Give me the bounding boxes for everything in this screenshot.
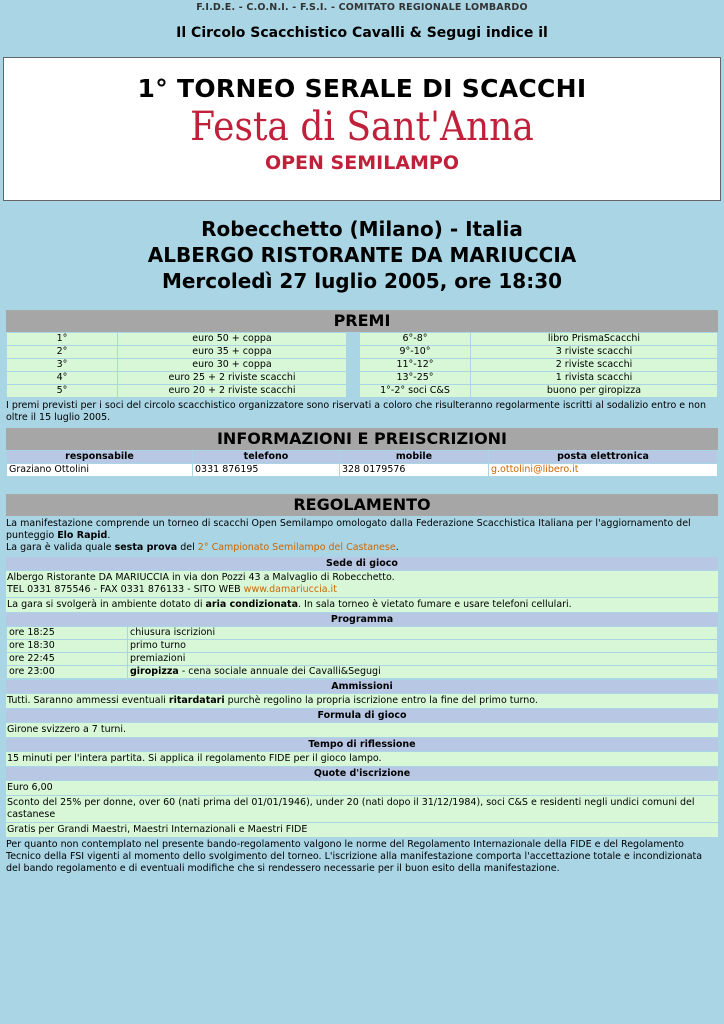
aria-condizionata: aria condizionata [205,599,299,610]
prize-table [6,332,718,398]
prize-row [7,333,717,345]
program-event [128,653,717,665]
contact-mobile: 328 0179576 [340,464,488,476]
prize-gap [347,346,359,358]
program-time: ore 23:00 [7,666,127,678]
championship-link[interactable]: 2° Campionato Semilampo del Castanese [197,542,396,553]
sede-phone-fax: TEL 0331 875546 - FAX 0331 876133 - SITO WEB [7,584,244,595]
elo-rapid: Elo Rapid [57,530,108,541]
rules-text: Tutti. Saranno ammessi eventuali [7,695,169,706]
prize-rank: 9°-10° [360,346,470,358]
subsection-tempo: Tempo di riflessione [6,738,718,751]
ritardatari: ritardatari [168,695,225,706]
sede-contacts [7,584,717,596]
prize-value: 3 riviste scacchi [471,346,717,358]
prize-gap [347,359,359,371]
hero-box [3,57,721,201]
contact-header: telefono [193,451,339,463]
prize-value: libro PrismaScacchi [471,333,717,345]
prize-row [7,359,717,371]
prize-row [7,346,717,358]
subsection-programma: Programma [6,613,718,626]
section-regolamento: REGOLAMENTO [6,494,718,516]
website-link[interactable]: www.damariuccia.it [243,584,337,595]
prize-rank: 3° [7,359,117,371]
prize-rank: 11°-12° [360,359,470,371]
subsection-ammissioni: Ammissioni [6,680,718,693]
rules-text: del [177,542,198,553]
prize-gap [347,385,359,397]
rules-text: . In sala torneo è vietato fumare e usare telefoni cellulari. [298,599,572,610]
contact-header: mobile [340,451,488,463]
program-row [7,653,717,665]
intro-line: Il Circolo Scacchistico Cavalli & Segugi indice il [176,25,548,41]
contact-header-row [7,451,717,463]
rules-text: purchè regolino la propria iscrizione entro la fine del primo turno. [224,695,538,706]
prize-value: euro 20 + 2 riviste scacchi [118,385,346,397]
organization-line: F.I.D.E. - C.O.N.I. - F.S.I. - COMITATO REGIONALE LOMBARDO [196,2,528,13]
prize-value: 2 riviste scacchi [471,359,717,371]
subsection-quote: Quote d'iscrizione [6,767,718,780]
program-event-text: primo turno [130,640,186,651]
section-premi: PREMI [6,310,718,332]
contact-name: Graziano Ottolini [7,464,192,476]
program-event-text: premiazioni [130,653,186,664]
prize-gap [347,372,359,384]
prize-value: euro 25 + 2 riviste scacchi [118,372,346,384]
prize-rank: 1°-2° soci C&S [360,385,470,397]
program-time: ore 18:25 [7,627,127,639]
program-row [7,640,717,652]
prize-rank: 6°-8° [360,333,470,345]
prize-rank: 1° [7,333,117,345]
page [6,0,718,877]
formula-text: Girone svizzero a 7 turni. [6,723,718,737]
rules-intro [6,516,718,556]
prize-rank: 5° [7,385,117,397]
tournament-title: 1° TORNEO SERALE DI SCACCHI [137,74,587,103]
venue-date: Mercoledì 27 luglio 2005, ore 18:30 [161,269,563,293]
sede-conditions [6,598,718,612]
prize-value: euro 35 + coppa [118,346,346,358]
contact-row [7,464,717,476]
program-event [128,666,717,678]
program-row [7,627,717,639]
prize-rank: 2° [7,346,117,358]
sede-address: Albergo Ristorante DA MARIUCCIA in via don Pozzi 43 a Malvaglio di Robecchetto. [7,572,395,583]
contact-header: posta elettronica [489,451,717,463]
prize-note: I premi previsti per i soci del circolo scacchistico organizzatore sono riservati a coloro che risulteranno regolarmente iscritti al sodalizio entro e non oltre il 15 luglio 2005. [6,400,707,423]
prize-gap [347,333,359,345]
contact-email-link[interactable]: g.ottolini@libero.it [489,464,717,476]
subsection-sede: Sede di gioco [6,557,718,570]
program-table [6,626,718,679]
tournament-subtitle: OPEN SEMILAMPO [264,152,459,174]
prize-value: buono per giropizza [471,385,717,397]
final-clause: Per quanto non contemplato nel presente bando-regolamento valgono le norme del Regolamento Internazionale della FIDE e del Regolamento Tecnico della FSI vigenti al momento dello svolgimento del torneo. L'iscrizione alla manifestazione comporta l'accettazione totale e incondizionata del bando regolamento e di eventuali modifiche che si rendessero necessarie per il buon esito della manifestazione. [6,839,703,874]
program-time: ore 18:30 [7,640,127,652]
venue-name: ALBERGO RISTORANTE DA MARIUCCIA [147,243,577,267]
program-event-text: chiusura iscrizioni [130,627,216,638]
rules-text: . [395,542,399,553]
venue-block [6,216,718,294]
venue-location: Robecchetto (Milano) - Italia [201,217,523,241]
festival-logo-text: Festa di Sant'Anna [190,104,534,150]
sede-box [6,571,718,597]
prize-row [7,372,717,384]
sesta-prova: sesta prova [114,542,178,553]
rules-text: La gara è valida quale [6,542,115,553]
subsection-formula: Formula di gioco [6,709,718,722]
prize-value: 1 rivista scacchi [471,372,717,384]
program-event [128,640,717,652]
program-event [128,627,717,639]
prize-rank: 13°-25° [360,372,470,384]
rules-text: . [107,530,111,541]
prize-row [7,385,717,397]
prize-value: euro 30 + coppa [118,359,346,371]
tempo-text: 15 minuti per l'intera partita. Si applica il regolamento FIDE per il gioco lampo. [6,752,718,766]
prize-value: euro 50 + coppa [118,333,346,345]
prize-rank: 4° [7,372,117,384]
rules-text: La gara si svolgerà in ambiente dotato di [7,599,206,610]
ammissioni-text [6,694,718,708]
program-row [7,666,717,678]
section-info: INFORMAZIONI E PREISCRIZIONI [6,428,718,450]
quote-free: Gratis per Grandi Maestri, Maestri Internazionali e Maestri FIDE [6,823,718,837]
rules-text: La manifestazione comprende un torneo di scacchi Open Semilampo omologato dalla Federazione Scacchistica Italiana per l'aggiornamento del punteggio [6,518,691,541]
program-event-text: - cena sociale annuale dei Cavalli&Segugi [178,666,381,677]
quote-base: Euro 6,00 [6,781,718,795]
contact-table [6,450,718,477]
contact-header: responsabile [7,451,192,463]
contact-phone: 0331 876195 [193,464,339,476]
program-time: ore 22:45 [7,653,127,665]
program-event-highlight: giropizza [130,666,179,677]
quote-discount: Sconto del 25% per donne, over 60 (nati prima del 01/01/1946), under 20 (nati dopo il 31/12/1984), soci C&S e residenti negli undici comuni del castanese [6,796,718,822]
